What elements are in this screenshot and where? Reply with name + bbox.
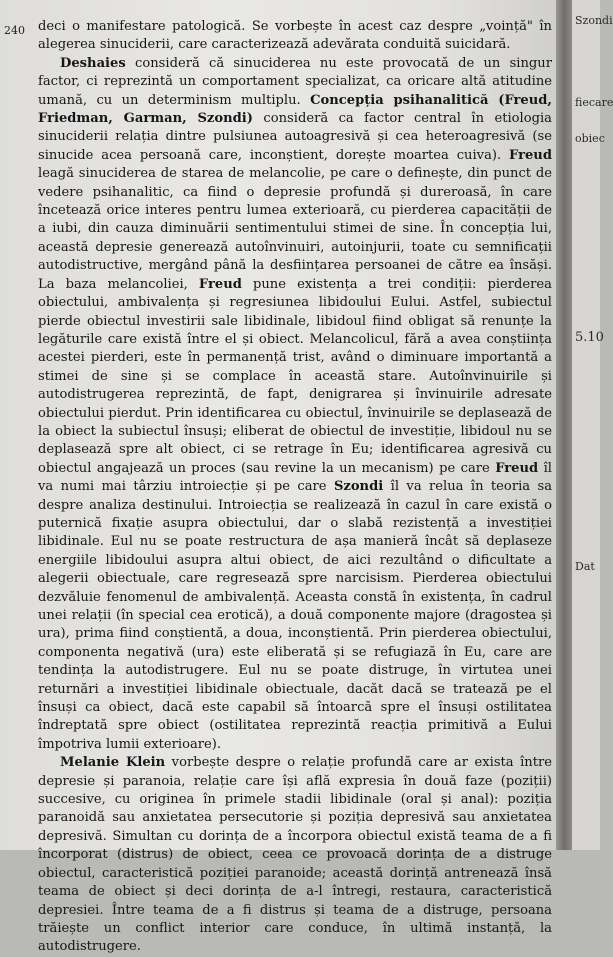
paragraph-2-segment: îl va relua în teoria sa despre analiza destinului. Introiecția se realizează în cazul în care există o puternică fixație asupra obiectului, dar o slabă rezistență a investiției libidinale. Eul nu se poate restructura de așa manieră încât să deplaseze energiile libidoului asupra altui obiect, de aici rezultând o dificultate a alegerii obiectuale, care regresează spre narcisism. Pierderea obiectului dezvăluie fenomenul de ambivalență. Aceasta constă în existența, în cadrul unei relații (în special cea erotică), a două componente majore (dragostea și ura), prima fiind conștientă, a doua, inconștientă. Prin pierderea obiectului, componenta negativă (ura) este eliberată și se refugiază în Eu, care are tendința la autodistrugere. Eul nu se poate distruge, în virtutea unei returnări a investiției libidinale obiectuale, dacăt dacă se tratează pe el însuși ca obiect, dacă este capabil să întoarcă spre el însuși ostilitatea îndreptată spre obiect (ostilitatea reprezintă reacția primitivă a Eului împotriva lumii exterioare).: [38, 479, 553, 752]
paragraph-2: [38, 55, 552, 754]
body-text: [38, 18, 552, 957]
adjacent-page-fragment: 5.10: [575, 330, 604, 345]
page-number: 240: [4, 24, 25, 37]
adjacent-page-fragment: Szondi: [575, 14, 613, 27]
paragraph-2-segment: consideră că sinuciderea nu este provocată de un singur factor, ci reprezintă un comportament specializat, ca oricare altă atitudine umană, cu un determinism multiplu.: [38, 55, 552, 108]
author-freud: Freud: [509, 147, 552, 163]
author-szondi: Szondi: [333, 479, 384, 495]
author-deshaies: Deshaies: [60, 55, 126, 71]
paragraph-1-text: deci o manifestare patologică. Se vorbește în acest caz despre „voință" în alegerea sinuciderii, care caracterizează adevărata conduită suicidară.: [38, 19, 552, 53]
adjacent-page-fragment: Dat: [575, 560, 595, 573]
adjacent-page-fragment: fiecare: [575, 96, 613, 109]
adjacent-page-fragment: obiec: [575, 132, 605, 145]
book-gutter: [556, 0, 572, 850]
psychoanalytic-concept-heading: Concepția psihanalitică (Freud, Friedman, Garman, Szondi): [38, 92, 552, 127]
paragraph-2-segment: leagă sinuciderea de starea de melancolie, pe care o definește, din punct de vedere psihanalitic, ca fiind o depresie profundă și dureroasă, în care încetează orice interes pentru lumea exterioară, cu pierderea capacității de a iubi, din cauza diminuării sentimentului stimei de sine. În concepția lui, această depresie generează autoînvinuiri, autoinjurii, toate cu semnificații autodistructive, mergând până la desființarea persoanei de către ea însăși. La baza melancoliei,: [38, 166, 552, 292]
paragraph-1: [38, 18, 552, 55]
paragraph-2-segment: pune existența a trei condiții: pierderea obiectului, ambivalența și regresiunea libidoului Eului. Astfel, subiectul pierde obiectul investirii sale libidinale, libidoul fiind obligat să renunțe la legăturile care există între el și obiect. Melancolicul, fără a avea conștiința acestei pierderi, este în permanență trist, având o diminuare importantă a stimei de sine și se complace în această stare. Autoînvinuirile și autodistrugerea reprezintă, de fapt, denigrarea și învinuirile adresate obiectului pierdut. Prin identificarea cu obiectul, învinuirile se deplasează de la obiect la subiectul însuși; eliberat de obiectul de investiție, libidoul nu se deplasează spre alt obiect, ci se retrage în Eu; identificarea agresivă cu obiectul angajează un proces (sau revine la un mecanism) pe care: [38, 276, 552, 476]
author-freud: Freud: [198, 276, 242, 292]
author-melanie-klein: Melanie Klein: [60, 755, 166, 771]
author-freud: Freud: [495, 460, 539, 476]
paragraph-2-segment: consideră ca factor central în etiologia sinuciderii relația dintre pulsiunea autoagresivă și cea heteroagresivă (se sinucide acea persoană care, inconștient, dorește moartea cuiva).: [38, 111, 552, 163]
adjacent-page-edge: [572, 0, 613, 850]
paragraph-2-segment: îl va numi mai târziu introiecție și pe care: [38, 460, 552, 495]
paragraph-3: [38, 754, 552, 956]
paragraph-3-segment: vorbește despre o relație profundă care ar exista între depresie și paranoia, relație care își află expresia în două faze (poziții) succesive, cu originea în primele stadii libidinale (oral și anal): poziția paranoidă sau anxietatea persecutorie și poziția depresivă sau anxietatea depresivă. Simultan cu dorința de a încorpora obiectul există teama de a fi încorporat (distrus) de obiect, ceea ce provoacă dorința de a distruge obiectul, caracteristică poziției paranoide; această dorință antrenează însă teama de obiect și deci dorința de a-l întregi, restaura, caracteristică depresiei. Între teama de a fi distrus și teama de a distruge, persoana trăiește un conflict interior care conduce, în ultimă instanță, la autodistrugere.: [38, 755, 552, 955]
